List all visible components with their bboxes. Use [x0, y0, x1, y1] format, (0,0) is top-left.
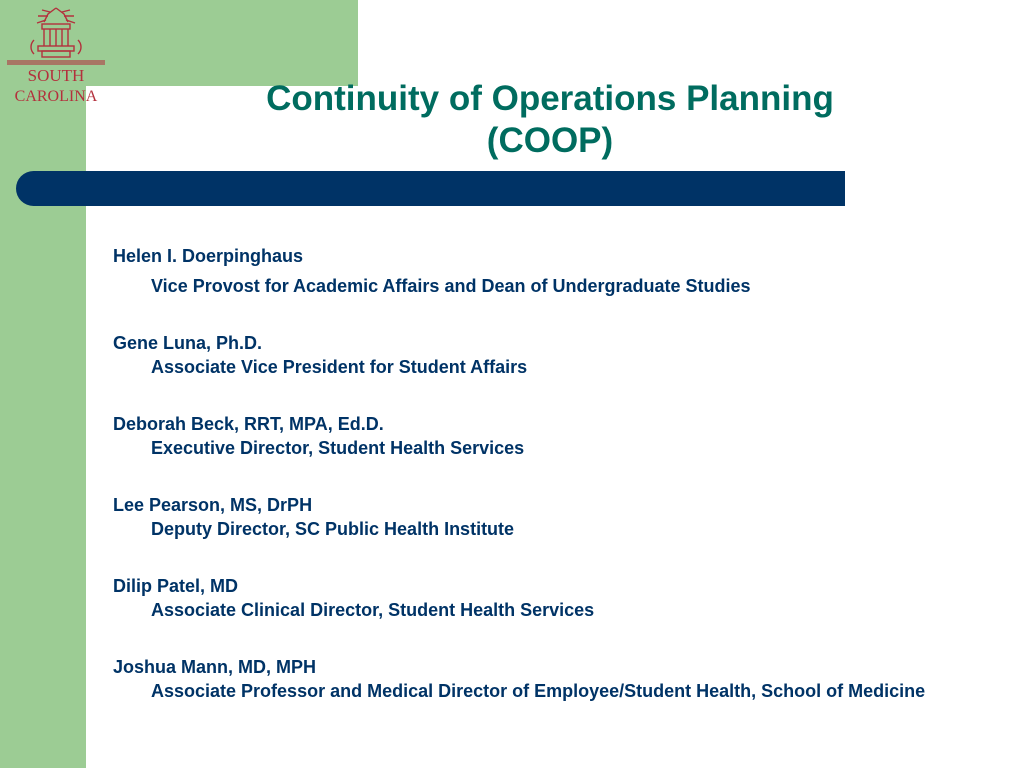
- logo-text-south: SOUTH: [27, 66, 85, 85]
- person-role: Associate Professor and Medical Director of Employee/Student Health, School of Medicine: [151, 681, 926, 701]
- person-name: Helen I. Doerpinghaus: [113, 246, 304, 266]
- person-name: Dilip Patel, MD: [113, 576, 239, 596]
- person-entry: [113, 331, 993, 379]
- person-role: Executive Director, Student Health Services: [151, 438, 525, 458]
- title-underline-bar: [16, 171, 845, 206]
- person-entry: [113, 655, 993, 703]
- person-entry: [113, 574, 993, 622]
- person-name: Deborah Beck, RRT, MPA, Ed.D.: [113, 414, 384, 434]
- person-entry: [113, 412, 993, 460]
- slide-title-line-2: (COOP): [486, 121, 614, 160]
- person-role: Vice Provost for Academic Affairs and Dean of Undergraduate Studies: [151, 276, 751, 296]
- person-name: Joshua Mann, MD, MPH: [113, 657, 317, 677]
- people-list: [113, 244, 993, 736]
- left-decorative-band: [0, 0, 86, 768]
- logo-caption-stripe: [7, 60, 105, 65]
- slide-title: [200, 78, 900, 162]
- person-role: Deputy Director, SC Public Health Institute: [151, 519, 515, 539]
- university-logo: [4, 4, 108, 108]
- person-name: Gene Luna, Ph.D.: [113, 333, 263, 353]
- slide-title-line-1: Continuity of Operations Planning: [266, 79, 834, 118]
- logo-text-carolina: CAROLINA: [14, 88, 98, 105]
- person-entry: [113, 493, 993, 541]
- person-role: Associate Clinical Director, Student Health Services: [151, 600, 595, 620]
- person-role: Associate Vice President for Student Affairs: [151, 357, 528, 377]
- person-name: Lee Pearson, MS, DrPH: [113, 495, 313, 515]
- person-entry: [113, 244, 993, 298]
